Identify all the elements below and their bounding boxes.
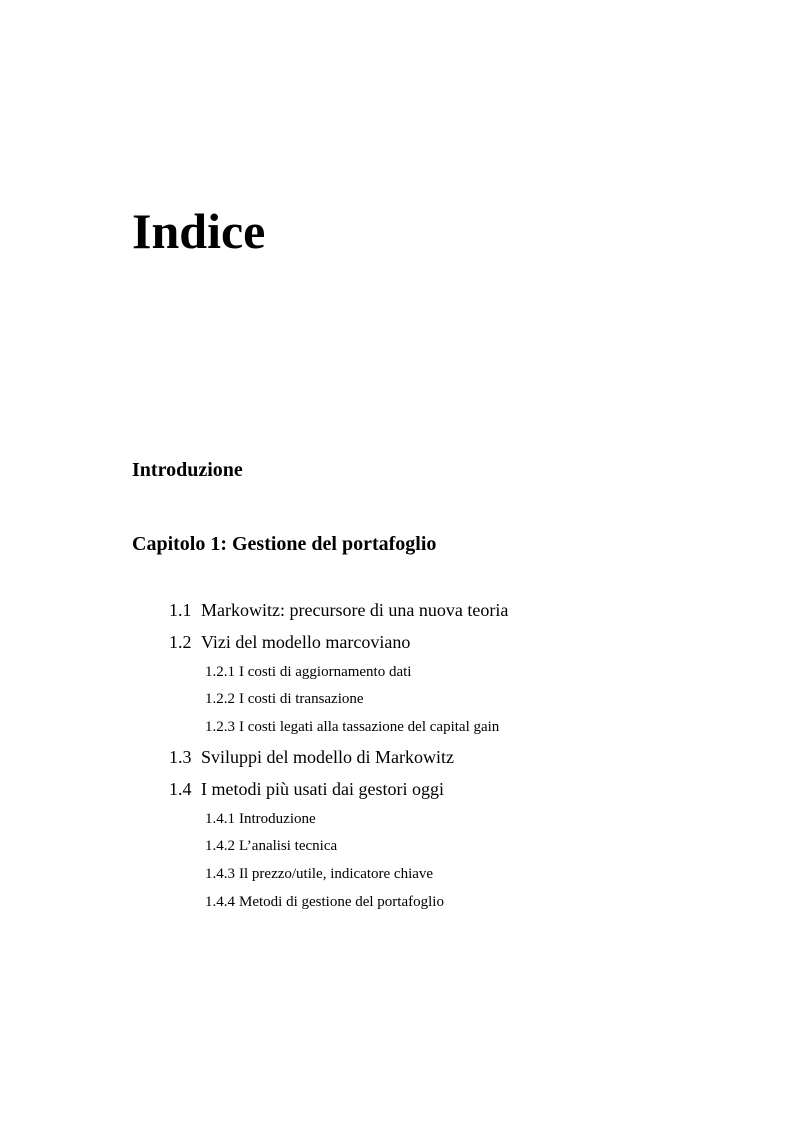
toc-heading-introduzione[interactable]: Introduzione <box>132 459 243 481</box>
toc-entry-1-2[interactable] <box>169 633 410 651</box>
toc-entry-1-4[interactable] <box>169 780 444 798</box>
toc-entry-number: 1.2 <box>169 632 192 652</box>
toc-entry-label: Markowitz: precursore di una nuova teoria <box>201 600 509 620</box>
toc-heading-capitolo-1[interactable]: Capitolo 1: Gestione del portafoglio <box>132 533 437 555</box>
toc-subentry-label: I costi di aggiornamento dati <box>239 664 412 680</box>
toc-entry-label: Sviluppi del modello di Markowitz <box>201 747 454 767</box>
toc-subentry-1-2-3[interactable] <box>205 720 499 735</box>
toc-subentry-number: 1.4.2 <box>205 838 235 854</box>
page-title: Indice <box>132 203 266 259</box>
toc-entry-label: Vizi del modello marcoviano <box>201 632 411 652</box>
toc-subentry-1-4-4[interactable] <box>205 895 444 910</box>
toc-subentry-number: 1.4.4 <box>205 894 235 910</box>
toc-entry-1-3[interactable] <box>169 748 454 766</box>
toc-subentry-number: 1.2.1 <box>205 664 235 680</box>
toc-subentry-1-4-3[interactable] <box>205 867 433 882</box>
toc-entry-label: I metodi più usati dai gestori oggi <box>201 779 444 799</box>
toc-subentry-1-2-1[interactable] <box>205 665 411 680</box>
toc-subentry-1-2-2[interactable] <box>205 692 364 707</box>
toc-subentry-label: I costi legati alla tassazione del capital gain <box>239 719 500 735</box>
toc-subentry-1-4-2[interactable] <box>205 839 337 854</box>
toc-subentry-label: Metodi di gestione del portafoglio <box>239 894 444 910</box>
toc-subentry-label: I costi di transazione <box>239 691 364 707</box>
toc-subentry-number: 1.2.2 <box>205 691 235 707</box>
toc-subentry-number: 1.4.3 <box>205 866 235 882</box>
toc-subentry-label: Introduzione <box>239 811 316 827</box>
toc-entry-number: 1.3 <box>169 747 192 767</box>
toc-entry-number: 1.4 <box>169 779 192 799</box>
toc-subentry-1-4-1[interactable] <box>205 812 316 827</box>
toc-entry-number: 1.1 <box>169 600 192 620</box>
toc-entry-1-1[interactable] <box>169 601 508 619</box>
toc-subentry-number: 1.4.1 <box>205 811 235 827</box>
toc-subentry-label: L’analisi tecnica <box>239 838 338 854</box>
toc-subentry-label: Il prezzo/utile, indicatore chiave <box>239 866 434 882</box>
toc-subentry-number: 1.2.3 <box>205 719 235 735</box>
